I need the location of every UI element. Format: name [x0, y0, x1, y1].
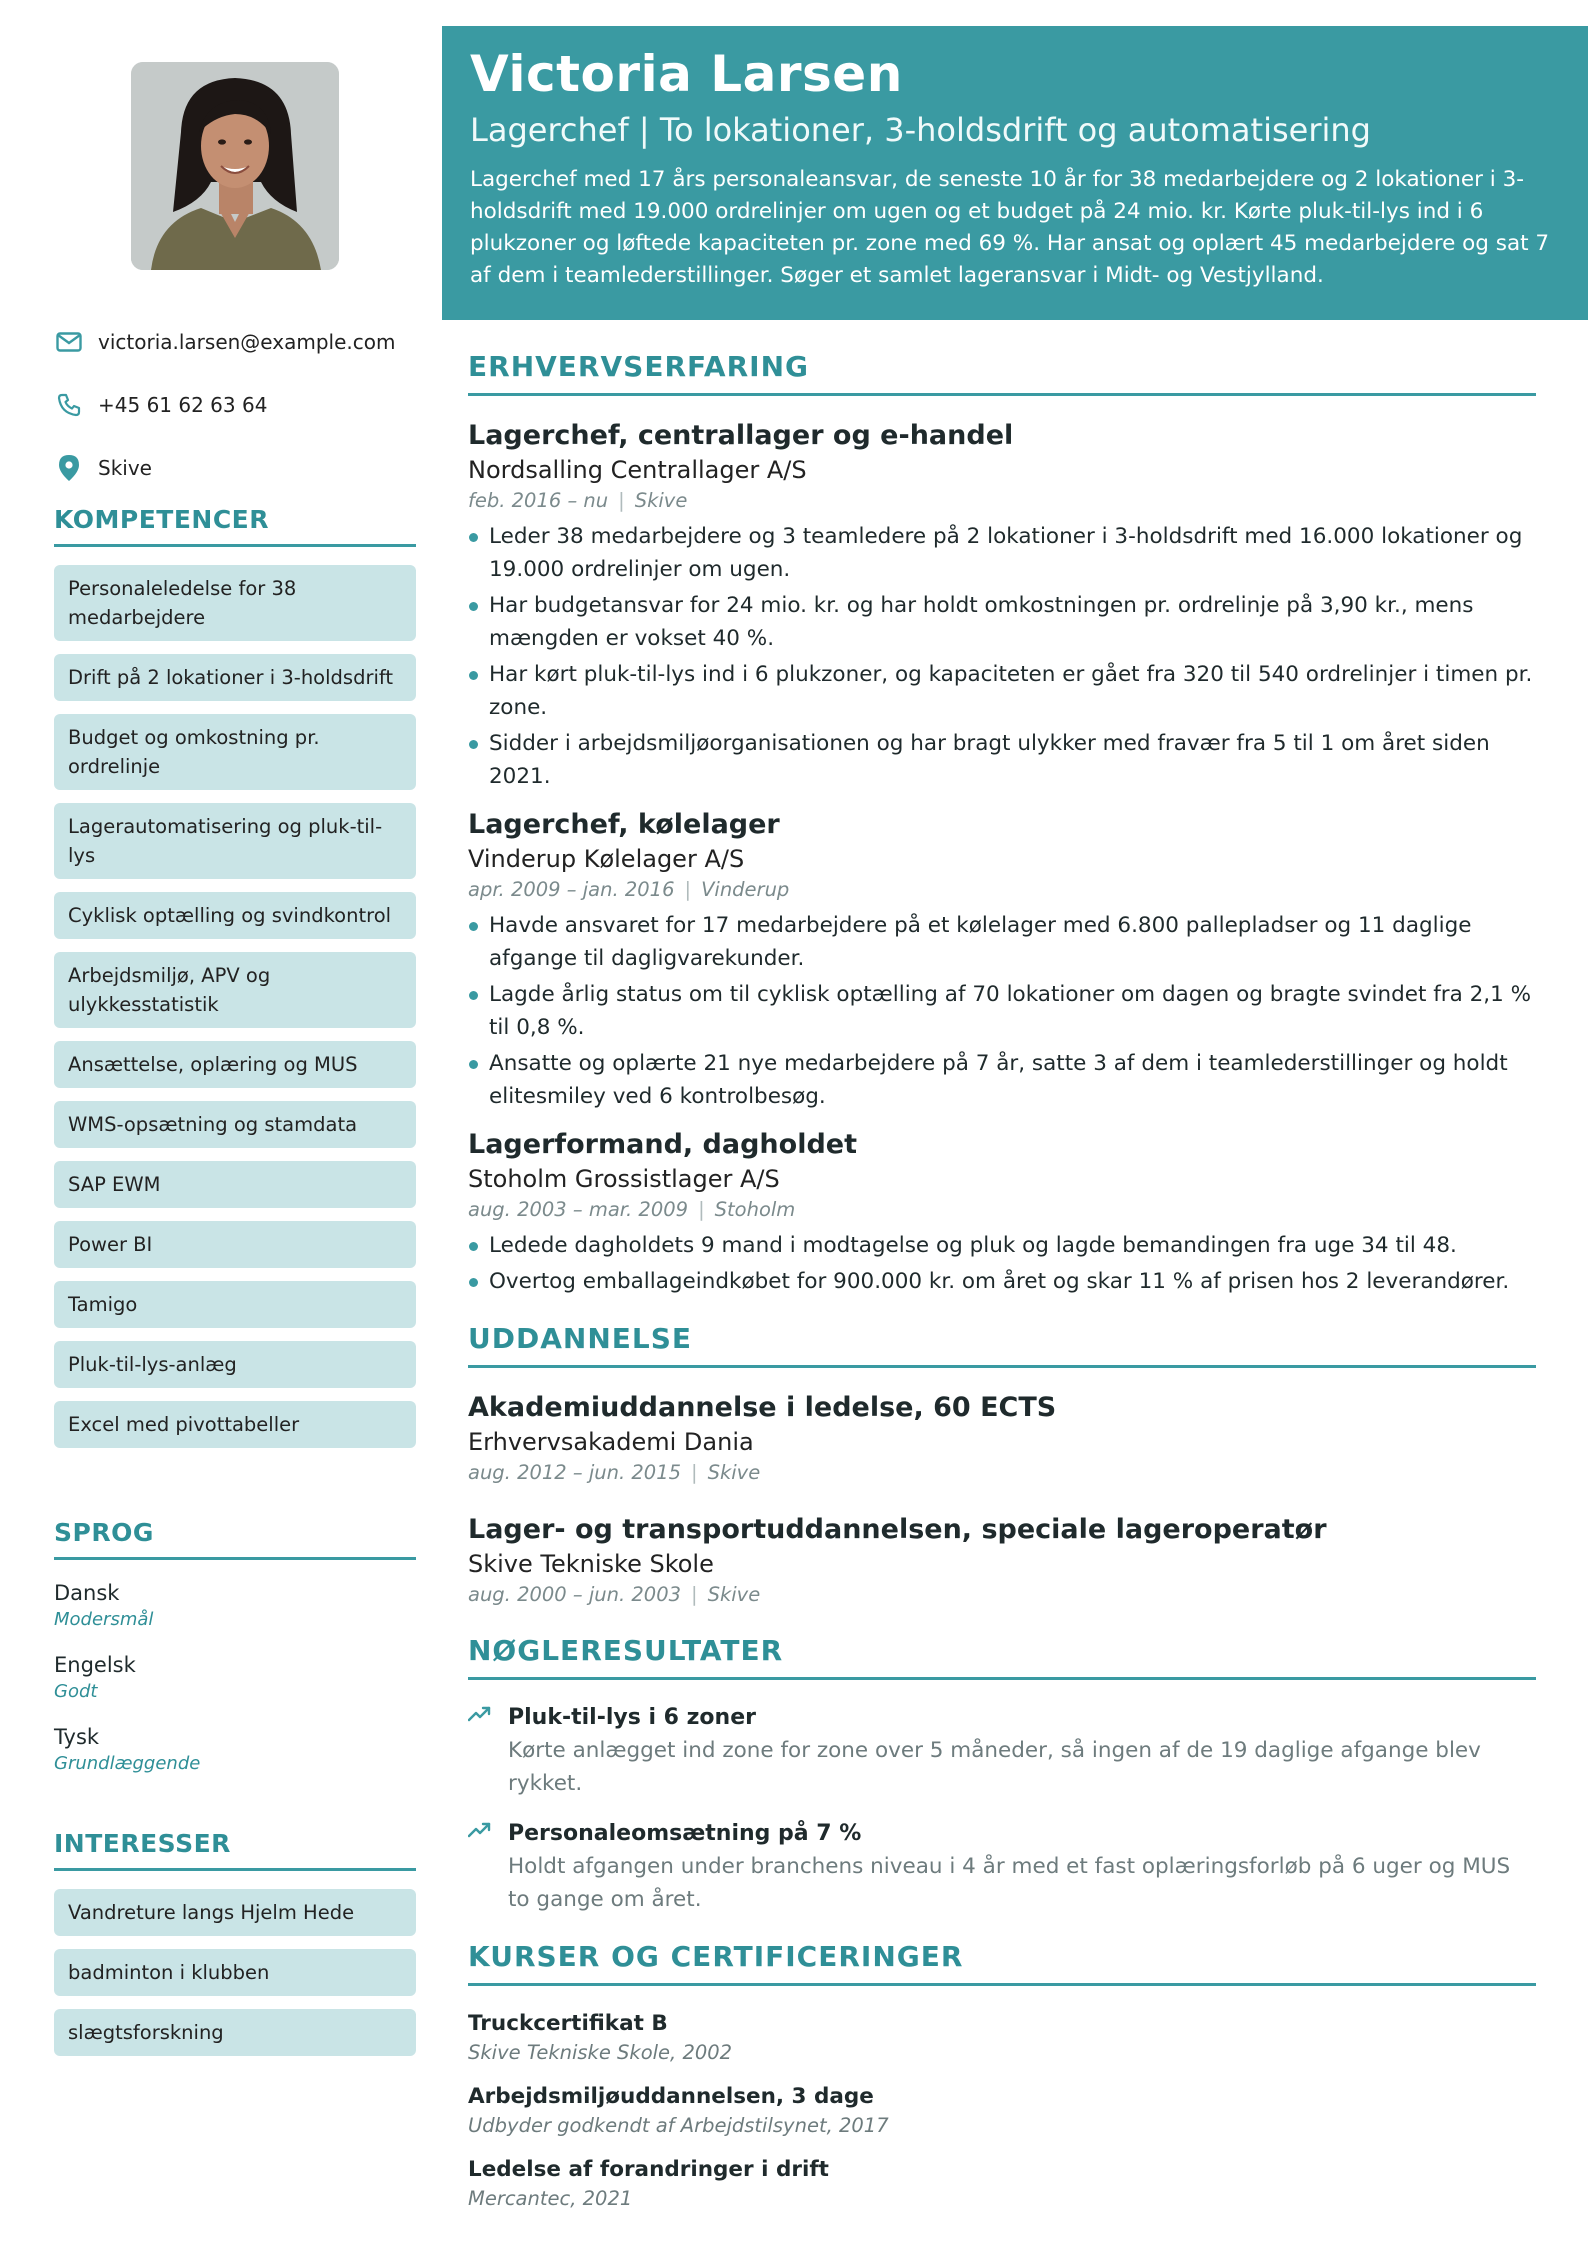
header-band [442, 26, 1588, 320]
job-meta [468, 1195, 1536, 1225]
candidate-name: Victoria Larsen [470, 45, 903, 103]
education-dates: aug. 2000 – jun. 2003 [468, 1583, 682, 1606]
language-level: Modersmål [54, 1609, 154, 1630]
course-meta: Udbyder godkendt af Arbejdstilsynet, 2017 [468, 2114, 889, 2137]
skill-chip: Lagerautomatisering og pluk-til-lys [54, 803, 416, 879]
job-dates: feb. 2016 – nu [468, 489, 609, 512]
education-title: Lager- og transportuddannelsen, speciale lageroperatør [468, 1514, 1327, 1545]
job-bullet: Lagde årlig status om til cyklisk optælling af 70 lokationer om dagen og bragte svindet fra 2,1 % til 0,8 %. [468, 978, 1536, 1044]
education-school: Erhvervsakademi Dania [468, 1428, 754, 1456]
education-section [468, 1322, 1536, 1610]
job-location: Vinderup [701, 878, 790, 901]
job-company: Nordsalling Centrallager A/S [468, 456, 807, 484]
job-meta [468, 486, 1536, 516]
courses-heading: KURSER OG CERTIFICERINGER [468, 1940, 1536, 1986]
job-title: Lagerchef, kølelager [468, 809, 780, 840]
job-dates: apr. 2009 – jan. 2016 [468, 878, 675, 901]
skill-chip: Arbejdsmiljø, APV og ulykkesstatistik [54, 952, 416, 1028]
job-bullet: Ansatte og oplærte 21 nye medarbejdere på 7 år, satte 3 af dem i teamlederstillinger og holdt elitesmiley ved 6 kontrolbesøg. [468, 1047, 1536, 1113]
job-bullets [468, 909, 1536, 1113]
skill-chip: Tamigo [54, 1281, 416, 1328]
job-bullet: Havde ansvaret for 17 medarbejdere på et kølelager med 6.800 pallepladser og 11 daglige afgange til dagligvarekunder. [468, 909, 1536, 975]
education-heading: UDDANNELSE [468, 1322, 1536, 1368]
language-item [54, 1578, 416, 1632]
language-name: Dansk [54, 1581, 120, 1605]
skill-chip: Cyklisk optælling og svindkontrol [54, 892, 416, 939]
meta-separator: | [691, 1461, 698, 1484]
job-bullet: Sidder i arbejdsmiljøorganisationen og har bragt ulykker med fravær fra 5 til 1 om året siden 2021. [468, 727, 1536, 793]
job-company: Vinderup Kølelager A/S [468, 845, 745, 873]
result-title: Pluk-til-lys i 6 zoner [508, 1705, 756, 1730]
skills-list [54, 565, 416, 1448]
course-title: Ledelse af forandringer i drift [468, 2157, 829, 2182]
interest-chip: badminton i klubben [54, 1949, 416, 1996]
contact-list [54, 310, 424, 499]
education-entry [468, 1512, 1536, 1610]
job-bullets [468, 520, 1536, 793]
contact-location [54, 436, 424, 499]
education-meta [468, 1458, 1536, 1488]
language-level: Godt [54, 1681, 98, 1702]
skill-chip: Excel med pivottabeller [54, 1401, 416, 1448]
result-body [508, 1818, 1536, 1916]
job-bullet: Har kørt pluk-til-lys ind i 6 plukzoner, og kapaciteten er gået fra 320 til 540 ordrelinjer i timen pr. zone. [468, 658, 1536, 724]
meta-separator: | [691, 1583, 698, 1606]
education-title: Akademiuddannelse i ledelse, 60 ECTS [468, 1392, 1057, 1423]
results-list [468, 1702, 1536, 1916]
course-entry [468, 2008, 1536, 2067]
job-entry [468, 1127, 1536, 1298]
mail-icon [54, 327, 84, 357]
interest-chip: slægtsforskning [54, 2009, 416, 2056]
interests-section [54, 1829, 416, 2069]
meta-separator: | [698, 1198, 705, 1221]
course-entry [468, 2154, 1536, 2213]
result-description: Kørte anlægget ind zone for zone over 5 måneder, så ingen af de 19 daglige afgange blev rykket. [508, 1738, 1481, 1796]
skill-chip: Ansættelse, oplæring og MUS [54, 1041, 416, 1088]
language-item [54, 1722, 416, 1776]
job-bullets [468, 1229, 1536, 1298]
candidate-headline: Lagerchef | To lokationer, 3-holdsdrift og automatisering [470, 111, 1371, 149]
meta-separator: | [684, 878, 692, 901]
job-entry [468, 807, 1536, 1113]
result-item [468, 1818, 1536, 1916]
email-text: victoria.larsen@example.com [98, 329, 396, 354]
interests-heading: INTERESSER [54, 1829, 416, 1871]
courses-list [468, 2008, 1536, 2213]
language-level: Grundlæggende [54, 1753, 201, 1774]
education-dates: aug. 2012 – jun. 2015 [468, 1461, 682, 1484]
contact-email[interactable] [54, 310, 424, 373]
course-title: Truckcertifikat B [468, 2011, 668, 2036]
language-name: Engelsk [54, 1653, 136, 1677]
languages-heading: SPROG [54, 1518, 416, 1560]
trending-up-icon [468, 1702, 508, 1800]
experience-section [468, 350, 1536, 1298]
jobs-list [468, 418, 1536, 1298]
course-title: Arbejdsmiljøuddannelsen, 3 dage [468, 2084, 874, 2109]
portrait-illustration [131, 62, 339, 270]
education-school: Skive Tekniske Skole [468, 1550, 714, 1578]
result-body [508, 1702, 1536, 1800]
contact-phone[interactable] [54, 373, 424, 436]
skill-chip: Pluk-til-lys-anlæg [54, 1341, 416, 1388]
results-heading: NØGLERESULTATER [468, 1634, 1536, 1680]
languages-list [54, 1578, 416, 1776]
skill-chip: Budget og omkostning pr. ordrelinje [54, 714, 416, 790]
job-entry [468, 418, 1536, 793]
job-bullet: Overtog emballageindkøbet for 900.000 kr. om året og skar 11 % af prisen hos 2 leverandører. [468, 1265, 1536, 1298]
job-bullet: Leder 38 medarbejdere og 3 teamledere på 2 lokationer i 3-holdsdrift med 16.000 lokationer og 19.000 ordrelinjer om ugen. [468, 520, 1536, 586]
skill-chip: Power BI [54, 1221, 416, 1268]
experience-heading: ERHVERVSERFARING [468, 350, 1536, 396]
skill-chip: WMS-opsætning og stamdata [54, 1101, 416, 1148]
results-section [468, 1634, 1536, 1916]
sidebar [0, 0, 440, 2246]
job-location: Skive [634, 489, 688, 512]
course-meta: Mercantec, 2021 [468, 2187, 633, 2210]
courses-section [468, 1940, 1536, 2213]
course-meta: Skive Tekniske Skole, 2002 [468, 2041, 733, 2064]
language-item [54, 1650, 416, 1704]
education-list [468, 1390, 1536, 1610]
skill-chip: SAP EWM [54, 1161, 416, 1208]
languages-section [54, 1518, 416, 1794]
job-location: Stoholm [714, 1198, 796, 1221]
job-title: Lagerchef, centrallager og e-handel [468, 420, 1014, 451]
profile-photo [131, 62, 339, 270]
language-name: Tysk [54, 1725, 100, 1749]
result-description: Holdt afgangen under branchens niveau i 4 år med et fast oplæringsforløb på 6 uger og MUS to gange om året. [508, 1854, 1511, 1912]
education-location: Skive [707, 1461, 761, 1484]
education-location: Skive [707, 1583, 761, 1606]
skills-section [54, 505, 416, 1461]
job-dates: aug. 2003 – mar. 2009 [468, 1198, 689, 1221]
job-company: Stoholm Grossistlager A/S [468, 1165, 780, 1193]
job-bullet: Ledede dagholdets 9 mand i modtagelse og pluk og lagde bemandingen fra uge 34 til 48. [468, 1229, 1536, 1262]
interest-chip: Vandreture langs Hjelm Hede [54, 1889, 416, 1936]
result-title: Personaleomsætning på 7 % [508, 1821, 862, 1846]
skill-chip: Drift på 2 lokationer i 3-holdsdrift [54, 654, 416, 701]
skills-heading: KOMPETENCER [54, 505, 416, 547]
job-title: Lagerformand, dagholdet [468, 1129, 857, 1160]
education-entry [468, 1390, 1536, 1488]
location-text: Skive [98, 455, 152, 480]
education-meta [468, 1580, 1536, 1610]
phone-text: +45 61 62 63 64 [98, 392, 268, 417]
location-pin-icon [54, 453, 84, 483]
interests-list [54, 1889, 416, 2056]
trending-up-icon [468, 1818, 508, 1916]
profile-summary: Lagerchef med 17 års personaleansvar, de seneste 10 år for 38 medarbejdere og 2 lokationer i 3-holdsdrift med 19.000 ordrelinjer om ugen og et budget på 24 mio. kr. Kørte pluk-til-lys ind i 6 plukzoner og løftede kapaciteten pr. zone med 69 %. Har ansat og oplært 45 medarbejdere og sat 7 af dem i teamlederstillinger. Søger et samlet lageransvar i Midt- og Vestjylland. [470, 167, 1550, 288]
meta-separator: | [618, 489, 625, 512]
job-meta [468, 875, 1536, 905]
course-entry [468, 2081, 1536, 2140]
skill-chip: Personaleledelse for 38 medarbejdere [54, 565, 416, 641]
main-content [468, 350, 1536, 2237]
job-bullet: Har budgetansvar for 24 mio. kr. og har holdt omkostningen pr. ordrelinje på 3,90 kr., mens mængden er vokset 40 %. [468, 589, 1536, 655]
result-item [468, 1702, 1536, 1800]
phone-icon [54, 390, 84, 420]
